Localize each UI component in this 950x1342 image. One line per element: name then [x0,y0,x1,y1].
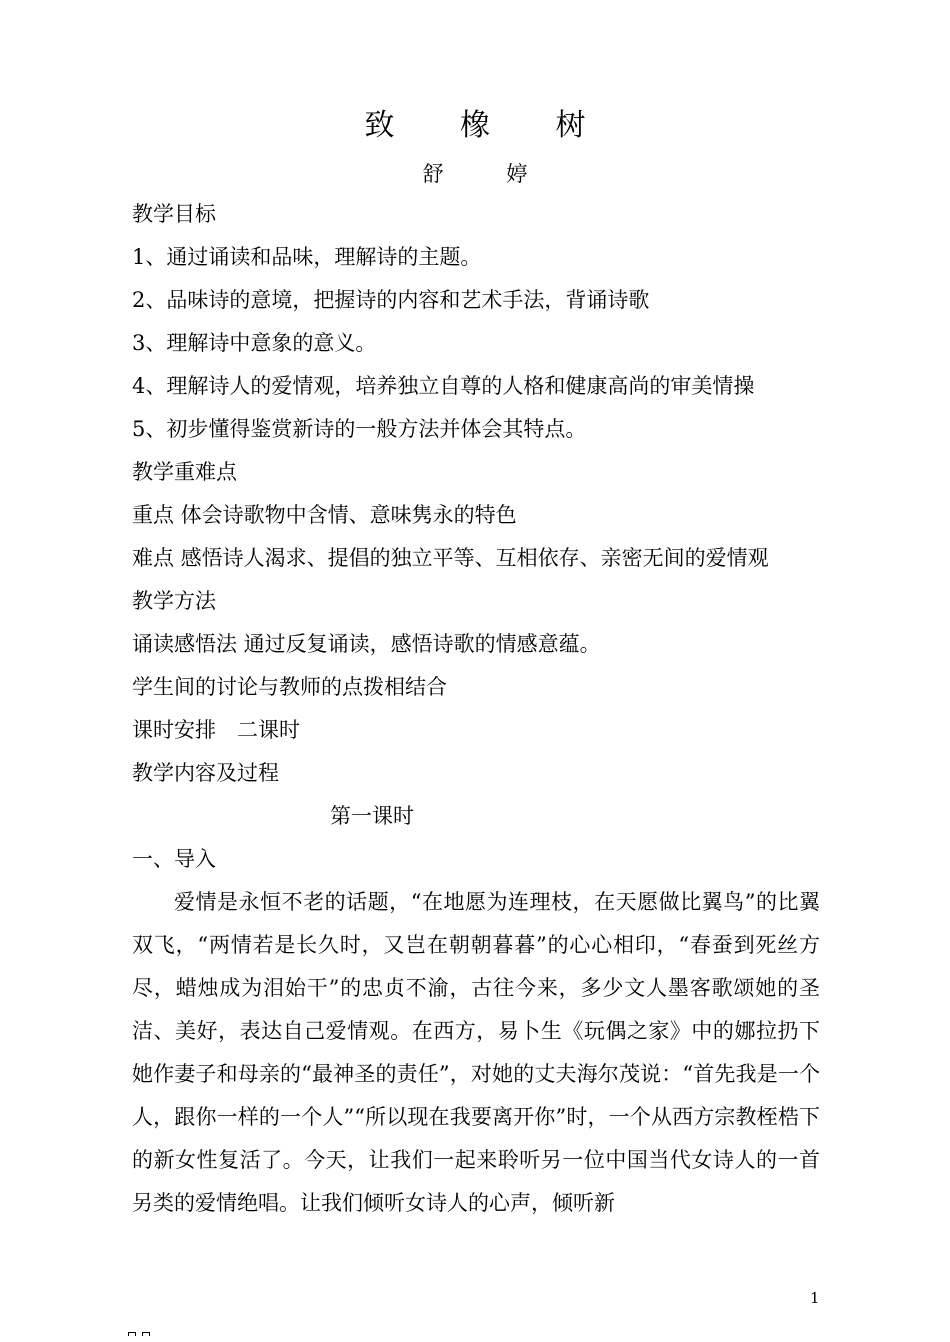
goal-item-1: 1、通过诵读和品味，理解诗的主题。 [132,245,482,269]
footer-marks [128,1332,158,1342]
heading-teaching-methods: 教学方法 [132,589,216,613]
document-title: 致 橡 树 [364,108,614,143]
heading-teaching-goals: 教学目标 [132,202,216,226]
key-point: 重点 体会诗歌物中含情、意味隽永的特色 [132,503,517,527]
class-schedule: 课时安排 二课时 [132,718,300,742]
section-heading-introduction: 一、导入 [132,847,216,871]
heading-content-process: 教学内容及过程 [132,761,279,785]
intro-paragraph: 爱情是永恒不老的话题，“在地愿为连理枝，在天愿做比翼鸟”的比翼双飞，“两情若是长久时，又岂在朝朝暮暮”的心心相印，“春蚕到死丝方尽，蜡烛成为泪始干”的忠贞不渝，古往今来，多少文人墨客歌颂她的圣洁、美好，表达自己爱情观。在西方，易卜生《玩偶之家》中的娜拉扔下她作妻子和母亲的“最神圣的责任”，对她的丈夫海尔茂说：“首先我是一个人，跟你一样的一个人”“所以现在我要离开你”时，一个从西方宗教桎梏下的新女性复活了。今天，让我们一起来聆听另一位中国当代女诗人的一首另类的爱情绝唱。让我们倾听女诗人的心声，倾听新 [132,890,820,1215]
method-item-2: 学生间的讨论与教师的点拨相结合 [132,675,447,699]
footer-mark-left [128,1332,136,1336]
document-body [132,193,832,1225]
goal-item-4: 4、理解诗人的爱情观，培养独立自尊的人格和健康高尚的审美情操 [132,374,755,398]
method-item-1: 诵读感悟法 通过反复诵读，感悟诗歌的情感意蕴。 [132,632,601,656]
lesson-heading: 第一课时 [330,804,414,828]
goal-item-2: 2、品味诗的意境，把握诗的内容和艺术手法，背诵诗歌 [132,288,650,312]
document-author: 舒 婷 [422,162,556,186]
page-number: 1 [810,1289,820,1307]
goal-item-3: 3、理解诗中意象的意义。 [132,331,377,355]
footer-mark-right [142,1332,150,1336]
goal-item-5: 5、初步懂得鉴赏新诗的一般方法并体会其特点。 [132,417,587,441]
difficult-point: 难点 感悟诗人渴求、提倡的独立平等、互相依存、亲密无间的爱情观 [132,546,769,570]
heading-key-difficult-points: 教学重难点 [132,460,237,484]
